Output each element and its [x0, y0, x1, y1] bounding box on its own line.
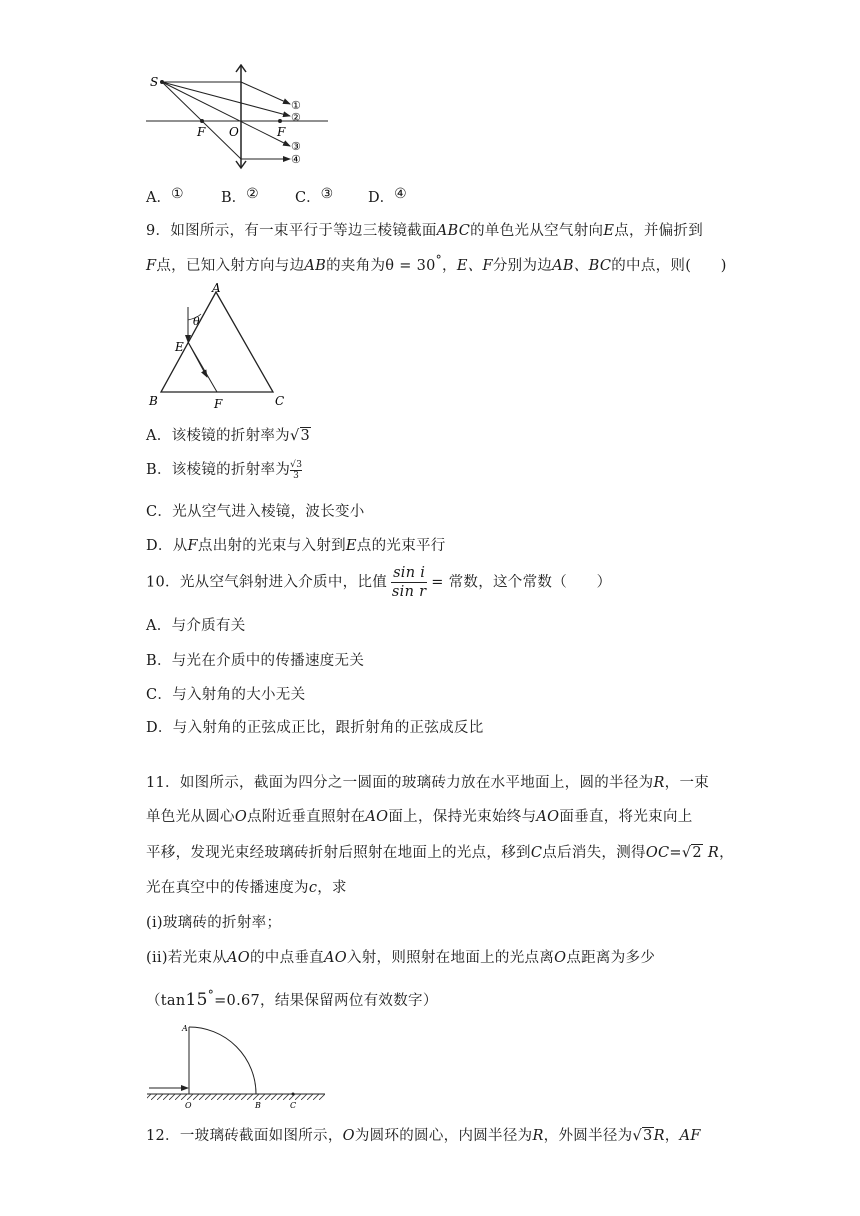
- q8-option-d: D．④: [368, 186, 407, 206]
- label-ray-1: ①: [291, 99, 301, 112]
- quarter-circle-diagram: [145, 1022, 330, 1112]
- q9-stem-line-1: 9．如图所示，有一束平行于等边三棱镜截面ABC的单色光从空气射向E点，并偏折到: [146, 223, 704, 239]
- label-C: C: [275, 394, 285, 408]
- q10-option-d: D．与入射角的正弦成正比，跟折射角的正弦成反比: [146, 720, 484, 736]
- q10-option-a: A．与介质有关: [146, 618, 246, 634]
- q8-option-a: A．①: [146, 186, 184, 206]
- label-O: O: [229, 125, 239, 139]
- label-ray-2: ②: [291, 111, 301, 124]
- q9-option-a: A．该棱镜的折射率为√3: [146, 428, 311, 444]
- label-F-left: F: [197, 125, 206, 139]
- q9-option-b: B．该棱镜的折射率为 $\frac{√3}{3}$: [146, 459, 303, 481]
- label-B: B: [149, 394, 158, 408]
- q8-option-c: C．③: [295, 186, 334, 206]
- q12-stem: 12．一玻璃砖截面如图所示，O为圆环的圆心，内圆半径为R，外圆半径为√3R，AF: [146, 1128, 701, 1144]
- label-ray-4: ④: [291, 153, 301, 166]
- q8-option-b: B．②: [221, 186, 259, 206]
- q9-option-d: D．从F点出射的光束与入射到E点的光束平行: [146, 538, 446, 554]
- q11-stem-line-2: 单色光从圆心O点附近垂直照射在AO面上，保持光束始终与AO面垂直，将光束向上: [146, 809, 693, 825]
- q10-option-c: C．与入射角的大小无关: [146, 687, 306, 703]
- q9-option-c: C．光从空气进入棱镜，波长变小: [146, 504, 365, 520]
- q11-stem-line-4: 光在真空中的传播速度为c，求: [146, 880, 347, 896]
- label-E: E: [175, 340, 184, 354]
- q11-sub-1: (i)玻璃砖的折射率；: [146, 915, 282, 931]
- label-O: O: [185, 1101, 192, 1110]
- label-theta: θ: [193, 315, 200, 328]
- q9-stem-line-2: F点，已知入射方向与边AB的夹角为θ = 30°，E、F分别为边AB、BC的中点，则( ): [146, 253, 727, 274]
- label-ray-3: ③: [291, 140, 301, 153]
- label-C: C: [290, 1101, 297, 1110]
- label-F-right: F: [277, 125, 286, 139]
- q10-stem: 10．光从空气斜射进入介质中，比值 $\frac{\text{sin i}}{\text{sin r}}$ = 常数，这个常数（ ）: [146, 565, 612, 600]
- label-A: A: [182, 1024, 188, 1033]
- label-B: B: [255, 1101, 261, 1110]
- q11-stem-line-3: 平移，发现光束经玻璃砖折射后照射在地面上的光点，移到C点后消失，测得OC=√2 R，: [146, 845, 734, 861]
- q11-note: （tan15°=0.67，结果保留两位有效数字）: [146, 988, 438, 1010]
- label-A: A: [212, 282, 221, 295]
- lens-ray-diagram: [140, 64, 340, 174]
- q11-sub-2: (ii)若光束从AO的中点垂直AO入射，则照射在地面上的光点离O点距离为多少: [146, 950, 656, 966]
- q10-option-b: B．与光在介质中的传播速度无关: [146, 653, 365, 669]
- label-F: F: [214, 397, 223, 411]
- prism-diagram: [145, 282, 295, 412]
- q11-stem-line-1: 11．如图所示，截面为四分之一圆面的玻璃砖力放在水平地面上，圆的半径为R，一束: [146, 775, 710, 791]
- label-S: S: [150, 75, 159, 89]
